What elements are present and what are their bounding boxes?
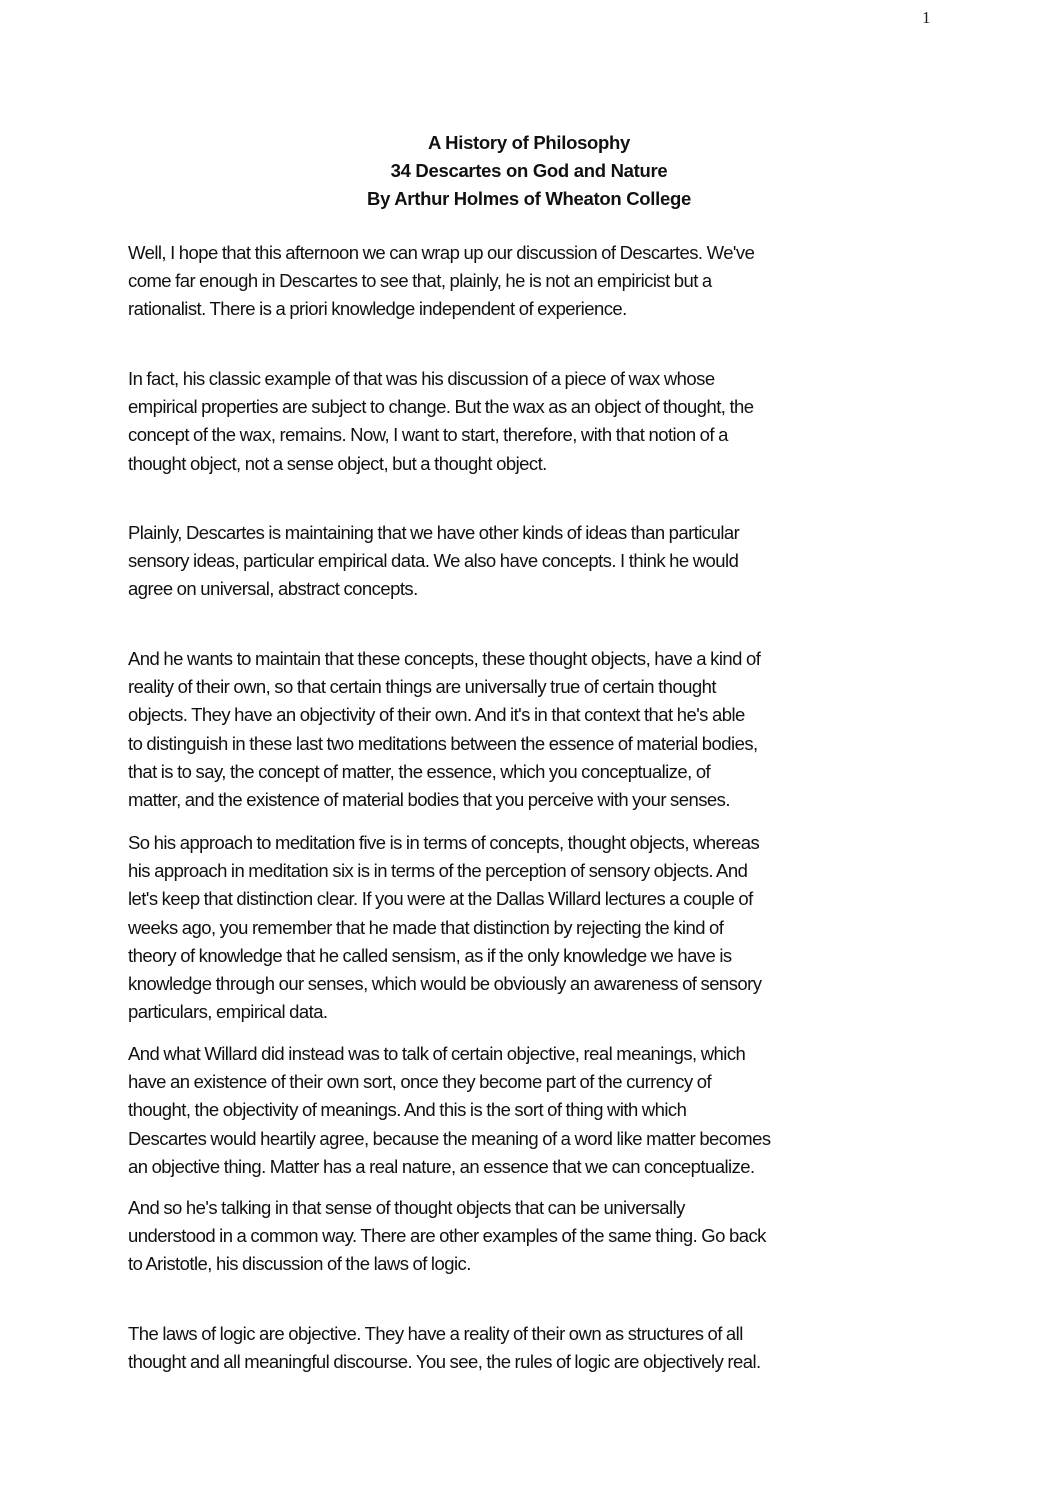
text-line: to distinguish in these last two meditations between the essence of material bodies, bbox=[128, 732, 758, 754]
text-line: concept of the wax, remains. Now, I want to start, therefore, with that notion of a bbox=[128, 424, 728, 446]
text-line: Plainly, Descartes is maintaining that we have other kinds of ideas than particular bbox=[128, 522, 740, 543]
text-line: knowledge through our senses, which would be obviously an awareness of sensory bbox=[128, 973, 762, 995]
text-line: Descartes would heartily agree, because the meaning of a word like matter becomes bbox=[128, 1127, 771, 1149]
text-line: have an existence of their own sort, once they become part of the currency of bbox=[128, 1071, 712, 1093]
text-line: an objective thing. Matter has a real nature, an essence that we can conceptualize. bbox=[128, 1155, 755, 1177]
paragraph bbox=[128, 829, 928, 1026]
paragraph bbox=[128, 645, 928, 814]
text-line: Well, I hope that this afternoon we can wrap up our discussion of Descartes. We've bbox=[128, 242, 755, 263]
text-line: reality of their own, so that certain things are universally true of certain thought bbox=[128, 676, 716, 698]
text-line: In fact, his classic example of that was his discussion of a piece of wax whose bbox=[128, 368, 715, 389]
text-line: to Aristotle, his discussion of the laws of logic. bbox=[128, 1253, 471, 1275]
text-line: thought object, not a sense object, but a thought object. bbox=[128, 452, 547, 474]
title-series: A History of Philosophy bbox=[427, 132, 631, 153]
text-line: theory of knowledge that he called sensism, as if the only knowledge we have is bbox=[128, 944, 732, 966]
text-line: objects. They have an objectivity of their own. And it's in that context that he's able bbox=[128, 704, 745, 726]
text-line: sensory ideas, particular empirical data. We also have concepts. I think he would bbox=[128, 550, 739, 572]
text-line: agree on universal, abstract concepts. bbox=[128, 578, 418, 600]
text-line: let's keep that distinction clear. If you were at the Dallas Willard lectures a couple of bbox=[128, 888, 753, 910]
text-line: And what Willard did instead was to talk of certain objective, real meanings, which bbox=[128, 1043, 746, 1064]
paragraph bbox=[128, 239, 928, 324]
paragraph bbox=[128, 1040, 928, 1181]
text-line: understood in a common way. There are other examples of the same thing. Go back bbox=[128, 1225, 766, 1247]
paragraph bbox=[128, 365, 928, 478]
text-line: come far enough in Descartes to see that, plainly, he is not an empiricist but a bbox=[128, 270, 712, 292]
text-line: thought and all meaningful discourse. You see, the rules of logic are objectively real. bbox=[128, 1351, 761, 1373]
text-line: So his approach to meditation five is in terms of concepts, thought objects, whereas bbox=[128, 832, 760, 853]
text-line: that is to say, the concept of matter, the essence, which you conceptualize, of bbox=[128, 760, 711, 782]
text-line: And he wants to maintain that these concepts, these thought objects, have a kind of bbox=[128, 648, 761, 669]
document-title bbox=[0, 129, 1058, 213]
text-line: The laws of logic are objective. They have a reality of their own as structures of all bbox=[128, 1323, 743, 1344]
page-number: 1 bbox=[922, 8, 931, 27]
text-line: empirical properties are subject to change. But the wax as an object of thought, the bbox=[128, 396, 754, 418]
text-line: particulars, empirical data. bbox=[128, 1001, 328, 1023]
paragraph bbox=[128, 1194, 928, 1279]
text-line: And so he's talking in that sense of thought objects that can be universally bbox=[128, 1197, 685, 1218]
title-author: By Arthur Holmes of Wheaton College bbox=[367, 188, 691, 209]
text-line: thought, the objectivity of meanings. And this is the sort of thing with which bbox=[128, 1099, 687, 1121]
title-lecture: 34 Descartes on God and Nature bbox=[390, 160, 668, 181]
text-line: weeks ago, you remember that he made that distinction by rejecting the kind of bbox=[128, 916, 724, 938]
text-line: his approach in meditation six is in terms of the perception of sensory objects. And bbox=[128, 860, 748, 882]
paragraph bbox=[128, 1320, 928, 1376]
text-line: rationalist. There is a priori knowledge independent of experience. bbox=[128, 298, 627, 320]
text-line: matter, and the existence of material bodies that you perceive with your senses. bbox=[128, 789, 730, 811]
paragraph bbox=[128, 519, 928, 604]
